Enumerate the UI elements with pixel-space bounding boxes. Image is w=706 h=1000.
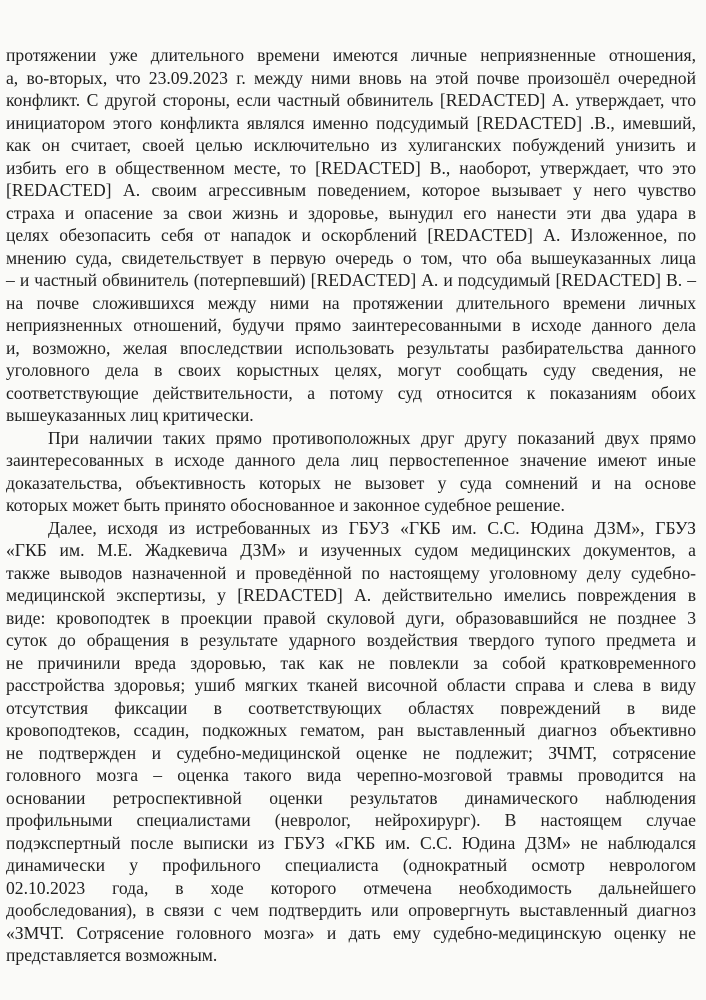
text-line-32: не подтвержден и судебно-медицинской оценке не подлежит; ЗЧМТ, сотрясение (6, 742, 696, 763)
text-line-19: заинтересованных в исходе данного дела лиц первостепенное значение имеют иные (6, 450, 696, 470)
document-text (6, 44, 696, 967)
text-line-25: медицинской экспертизы, у [REDACTED] А. действительно имелись повреждения в (6, 585, 696, 605)
text-line-37: динамически у профильного специалиста (однократный осмотр неврологом (6, 855, 696, 875)
text-line-22: Далее, исходя из истребованных из ГБУЗ «ГКБ им. С.С. Юдина ДЗМ», ГБУЗ (48, 517, 696, 538)
text-line-2: а, во-вторых, что 23.09.2023 г. между ними вновь на этой почве произошёл очередной (6, 67, 696, 88)
text-line-13: неприязненных отношений, будучи прямо заинтересованными в исходе данного дела (6, 315, 696, 335)
text-line-35: профильными специалистами (невролог, нейрохирург). В настоящем случае (6, 810, 696, 830)
text-line-7: [REDACTED] А. своим агрессивным поведением, которое вызывает у него чувство (6, 180, 696, 200)
text-line-9: целях обезопасить себя от нападок и оскорблений [REDACTED] А. Изложенное, по (6, 225, 696, 245)
text-line-21: которых может быть принято обоснованное и законное судебное решение. (6, 495, 565, 515)
text-line-14: и, возможно, желая впоследствии использовать результаты разбирательства данного (6, 337, 696, 358)
text-line-3: конфликт. С другой стороны, если частный обвинитель [REDACTED] А. утверждает, что (6, 90, 696, 110)
text-line-34: основании ретроспективной оценки результатов динамического наблюдения (6, 787, 696, 808)
text-line-20: доказательства, объективность которых не вызовет у суда сомнений и на основе (6, 472, 696, 493)
text-line-29: расстройства здоровья; ушиб мягких тканей височной области справа и слева в виду (6, 675, 696, 695)
text-line-24: также выводов назначенной и проведённой по настоящему уголовному делу судебно- (6, 562, 696, 583)
text-line-16: соответствующие действительности, а потому суд относится к показаниям обоих (6, 382, 696, 403)
text-line-18: При наличии таких прямо противоположных друг другу показаний двух прямо (48, 427, 696, 448)
text-line-30: отсутствия фиксации в соответствующих областях повреждений в виде (6, 697, 696, 718)
text-line-38: 02.10.2023 года, в ходе которого отмечена необходимость дальнейшего (6, 877, 696, 898)
text-line-5: как он считает, своей целью исключительно из хулиганских побуждений унизить и (6, 135, 696, 155)
text-line-15: уголовного дела в своих корыстных целях, могут сообщать суду сведения, не (6, 360, 696, 380)
text-line-40: «ЗМЧТ. Сотрясение головного мозга» и дать ему судебно-медицинскую оценку не (6, 922, 696, 943)
text-line-6: избить его в общественном месте, то [REDACTED] В., наоборот, утверждает, что это (6, 157, 696, 178)
text-line-1: протяжении уже длительного времени имеются личные неприязненные отношения, (6, 45, 696, 65)
text-line-12: на почве сложившихся между ними на протяжении длительного времени личных (6, 292, 696, 313)
text-line-27: суток до обращения в результате ударного воздействия твердого тупого предмета и (6, 630, 696, 650)
text-line-17: вышеуказанных лиц критически. (6, 405, 254, 425)
text-line-11: – и частный обвинитель (потерпевший) [REDACTED] А. и подсудимый [REDACTED] В. – (6, 270, 696, 290)
text-line-33: головного мозга – оценка такого вида черепно-мозговой травмы проводится на (6, 765, 696, 785)
text-line-26: виде: кровоподтек в проекции правой скуловой дуги, образовавшийся не позднее 3 (6, 607, 696, 628)
text-line-41: представляется возможным. (6, 945, 218, 965)
text-line-4: инициатором этого конфликта являлся именно подсудимый [REDACTED] .В., имевший, (6, 112, 696, 133)
text-line-39: дообследования), в связи с чем подтвердить или опровергнуть выставленный диагноз (6, 900, 696, 920)
text-line-8: страха и опасение за свои жизнь и здоровье, вынудил его нанести эти два удара в (6, 202, 696, 223)
text-line-31: кровоподтеков, ссадин, подкожных гематом, ран выставленный диагноз объективно (6, 720, 696, 740)
text-line-10: мнению суда, свидетельствует в первую очередь о том, что оба вышеуказанных лица (6, 247, 696, 268)
text-line-23: «ГКБ им. М.Е. Жадкевича ДЗМ» и изученных судом медицинских документов, а (6, 540, 696, 560)
text-line-36: подэкспертный после выписки из ГБУЗ «ГКБ им. С.С. Юдина ДЗМ» не наблюдался (6, 832, 696, 853)
text-line-28: не причинили вреда здоровью, так как не повлекли за собой кратковременного (6, 652, 696, 673)
